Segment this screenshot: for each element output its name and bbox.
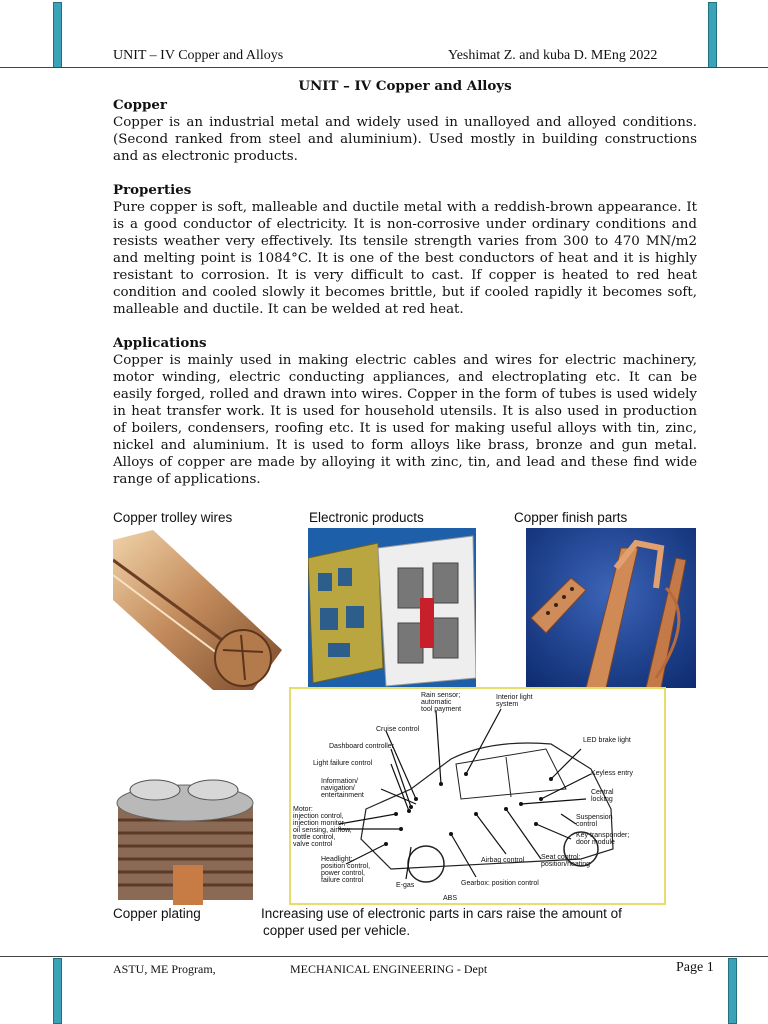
car-label-info-1: Information/ (321, 778, 358, 785)
car-label-suspension-2: control (576, 821, 598, 828)
car-label-light-failure: Light failure control (313, 760, 373, 767)
car-label-keyless: Keyless entry (591, 770, 634, 777)
car-label-led: LED brake light (583, 737, 631, 744)
car-label-dashboard: Dashboard controller (329, 743, 394, 750)
footer-rule (0, 956, 768, 957)
car-electronics-diagram (289, 687, 666, 905)
copper-finish-parts-image (526, 528, 696, 688)
car-label-motor-6: valve control (293, 841, 333, 848)
car-label-seat-2: position/heating (541, 861, 591, 868)
top-left-bar (53, 2, 62, 68)
car-label-rain-3: tool payment (421, 706, 462, 713)
car-label-headlight-2: position control, (321, 863, 371, 870)
bottom-left-bar (53, 958, 62, 1024)
footer-center: MECHANICAL ENGINEERING - Dept (290, 962, 488, 976)
electronic-products-image (308, 528, 476, 688)
car-label-central-1: Central (591, 789, 614, 796)
copper-paragraph: Copper is an industrial metal and widely used in unalloyed and alloyed conditions. (Second ranked from steel and aluminium). Used mostly in building constructions and as electronic products. (113, 115, 697, 164)
car-label-rain-1: Rain sensor; (421, 692, 461, 699)
car-label-central-2: locking (591, 796, 613, 803)
car-label-motor-1: Motor: (293, 806, 313, 813)
applications-paragraph: Copper is mainly used in making electric cables and wires for electric machinery, motor winding, electric conducting appliances, and electroplating etc. It can be easily forged, rolled and drawn into wires. Copper in the form of tubes is used widely in heat transfer work. It is used for household utensils. It is also used in production of boilers, condensers, roofing etc. It is used for making useful alloys with tin, zinc, nickel and aluminium. It is used to form alloys like brass, bronze and gun metal. Alloys of copper are made by alloying it with zinc, tin, and lead and these find wide range of applications. (113, 353, 697, 487)
properties-paragraph: Pure copper is soft, malleable and ductile metal with a reddish-brown appearance. It is a good conductor of electricity. It is non-corrosive under ordinary conditions and resists weather very effectively. Its tensile strength varies from 300 to 470 MN/m2 and melting point is 1084°C. It is one of the best conductors of heat and it is highly resistant to corrosion. It is very difficult to cast. If copper is heated to red heat condition and cooled slowly it becomes brittle, but if cooled rapidly it becomes soft, malleable and ductile. It can be welded at red heat. (113, 200, 697, 317)
caption-car-line2: copper used per vehicle. (263, 923, 411, 938)
caption-finish: Copper finish parts (514, 510, 628, 525)
car-label-headlight-4: failure control (321, 877, 364, 884)
document-body (113, 78, 697, 505)
copper-heading: Copper (113, 97, 167, 113)
caption-electronic: Electronic products (309, 510, 424, 525)
car-label-motor-5: trottle control, (293, 834, 336, 841)
caption-plating: Copper plating (113, 906, 201, 921)
car-label-suspension-1: Suspension (576, 814, 613, 821)
car-label-key-1: Key transponder; (576, 832, 630, 839)
car-label-info-3: entertainment (321, 792, 364, 799)
header-right: Yeshimat Z. and kuba D. MEng 2022 (448, 48, 658, 63)
car-label-seat-1: Seat control: (541, 854, 581, 861)
footer-left: ASTU, ME Program, (113, 962, 216, 976)
car-label-interior-2: system (496, 701, 519, 708)
car-label-cruise: Cruise control (376, 726, 420, 733)
caption-car-line1: Increasing use of electronic parts in cars raise the amount of (261, 906, 622, 921)
car-label-headlight-3: power control, (321, 870, 365, 877)
car-label-interior-1: Interior light (496, 694, 533, 701)
car-label-motor-3: injection monitor, (293, 820, 346, 827)
page-number: Page 1 (676, 960, 714, 975)
applications-heading: Applications (113, 335, 207, 351)
properties-heading: Properties (113, 182, 192, 198)
bottom-right-bar (728, 958, 737, 1024)
header-left: UNIT – IV Copper and Alloys (113, 48, 284, 63)
car-label-key-2: door module (576, 839, 615, 846)
header-rule (0, 67, 768, 68)
car-label-headlight-1: Headlight: (321, 856, 353, 863)
trolley-wire-image (113, 530, 282, 690)
car-label-egas: E-gas (396, 882, 415, 889)
car-label-info-2: navigation/ (321, 785, 355, 792)
page-title: UNIT – IV Copper and Alloys (298, 78, 512, 94)
car-label-gearbox: Gearbox: position control (461, 880, 539, 887)
car-label-abs: ABS (443, 895, 458, 902)
caption-trolley: Copper trolley wires (113, 510, 233, 525)
car-label-airbag: Airbag control (481, 857, 525, 864)
car-label-rain-2: automatic (421, 699, 452, 706)
top-right-bar (708, 2, 717, 68)
copper-plating-image (113, 765, 258, 905)
car-label-motor-2: injection control, (293, 813, 344, 820)
car-label-motor-4: oil sensing, airflow, (293, 827, 352, 834)
